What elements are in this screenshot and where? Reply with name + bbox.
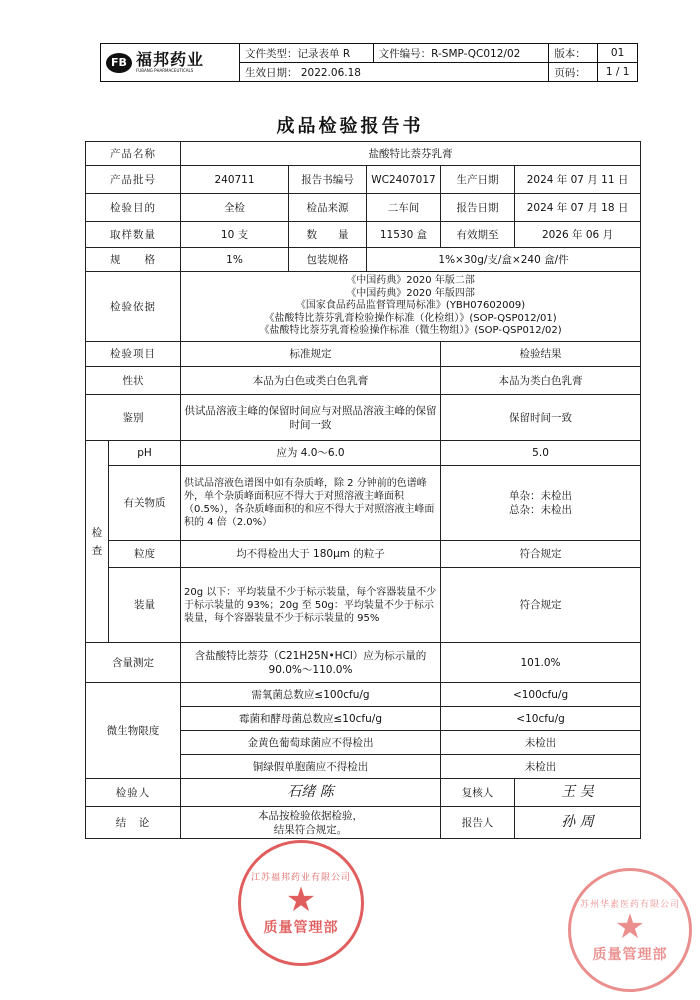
basis-item: 《中国药典》2020 年版四部 [346,287,475,299]
spec-label: 规 格 [86,248,181,272]
sample-value: 10 支 [181,222,289,248]
report-table [85,141,641,839]
assay-standard-line2: 90.0%～110.0% [268,663,353,676]
particle-result: 符合规定 [441,541,641,568]
quality-dept-stamp-left [238,840,364,966]
product-name-label: 产品名称 [86,142,181,166]
col-header-standard: 标准规定 [181,342,441,367]
reviewer-signature-text: 王 吴 [561,784,594,800]
assay-standard-line1: 含盐酸特比萘芬（C21H25N•HCl）应为标示量的 [194,649,427,662]
purpose-value: 全检 [181,194,289,222]
col-header-item: 检验项目 [86,342,181,367]
fill-standard: 20g 以下：平均装量不少于标示装量，每个容器装量不少于标示装量的 93%；20g 至 50g：平均装量不少于标示装量，每个容器装量不少于标示装量的 95% [181,568,441,643]
row-ph [86,441,641,466]
related-result [441,466,641,541]
appearance-item: 性状 [86,367,181,395]
source-label: 检品来源 [289,194,367,222]
report-title: 成品检验报告书 [276,116,424,137]
micro-standard: 铜绿假单胞菌应不得检出 [181,755,441,779]
fill-result: 符合规定 [441,568,641,643]
reviewer-signature [515,779,641,807]
quality-dept-stamp-right [568,868,692,992]
row-purpose [86,194,641,222]
micro-standard: 需氧菌总数应≤100cfu/g [181,683,441,707]
ph-standard: 应为 4.0～6.0 [181,441,441,466]
row-appearance [86,367,641,395]
report-no-label: 报告书编号 [289,166,367,194]
effective-date: 生效日期： 2022.06.18 [240,63,549,82]
purpose-label: 检验目的 [86,194,181,222]
row-basis [86,272,641,342]
related-result-single: 单杂：未检出 [509,490,573,502]
expiry-label: 有效期至 [441,222,515,248]
stamp-star-icon: ★ [285,879,317,920]
conclusion-line1: 本品按检验依据检验， [258,809,363,822]
ph-result: 5.0 [441,441,641,466]
basis-item: 《盐酸特比萘芬乳膏检验操作标准（化检组）》(SOP-QSP012/01) [264,312,557,324]
spec-value: 1% [181,248,289,272]
particle-standard: 均不得检出大于 180μm 的粒子 [181,541,441,568]
stamp-star-icon: ★ [614,906,646,947]
row-column-headers [86,342,641,367]
fill-item: 装量 [109,568,181,643]
batch-value: 240711 [181,166,289,194]
row-conclusion [86,807,641,839]
stamp-left-dept: 质量管理部 [263,919,339,936]
related-result-total: 总杂：未检出 [509,504,573,516]
assay-result: 101.0% [441,643,641,683]
logo-mark-icon: FB [106,53,132,73]
assay-item: 含量测定 [86,643,181,683]
check-group-label: 检 查 [86,441,109,643]
company-logo [106,52,234,73]
stamp-right-company: 苏州华素医药有限公司 [579,899,680,910]
identification-result: 保留时间一致 [441,395,641,441]
related-item: 有关物质 [109,466,181,541]
doc-type: 文件类型：记录表单 R [240,44,374,63]
micro-group-label: 微生物限度 [86,683,181,779]
stamp-right-dept: 质量管理部 [592,946,668,963]
inspector-label: 检验人 [86,779,181,807]
row-identification [86,395,641,441]
package-value: 1%×30g/支/盒×240 盒/件 [367,248,641,272]
conclusion-label: 结 论 [86,807,181,839]
reviewer-label: 复核人 [441,779,515,807]
particle-item: 粒度 [109,541,181,568]
row-micro-tamc [86,683,641,707]
prod-date-value: 2024 年 07 月 11 日 [515,166,641,194]
company-name-en: FUBANG PHARMACEUTICALS [136,68,194,73]
version-value: 01 [598,44,638,63]
conclusion-text [181,807,441,839]
row-sample [86,222,641,248]
basis-label: 检验依据 [86,272,181,342]
micro-standard: 金黄色葡萄球菌应不得检出 [181,731,441,755]
inspector-signature-text: 石绪 陈 [287,784,334,800]
expiry-value: 2026 年 06 月 [515,222,641,248]
prod-date-label: 生产日期 [441,166,515,194]
row-product-name [86,142,641,166]
quantity-label: 数 量 [289,222,367,248]
micro-result: 未检出 [441,731,641,755]
reporter-label: 报告人 [441,807,515,839]
row-fill-weight [86,568,641,643]
quantity-value: 11530 盒 [367,222,441,248]
appearance-result: 本品为类白色乳膏 [441,367,641,395]
doc-number: 文件编号：R-SMP-QC012/02 [373,44,549,63]
batch-label: 产品批号 [86,166,181,194]
basis-item: 《国家食品药品监督管理局标准》(YBH07602009) [295,300,526,312]
micro-result: 未检出 [441,755,641,779]
conclusion-line2: 结果符合规定。 [273,823,348,836]
package-label: 包装规格 [289,248,367,272]
assay-standard [181,643,441,683]
basis-item: 《中国药典》2020 年版二部 [346,275,475,287]
company-logo-cell [101,44,240,82]
basis-list [181,272,641,342]
identification-item: 鉴别 [86,395,181,441]
appearance-standard: 本品为白色或类白色乳膏 [181,367,441,395]
page-value: 1 / 1 [598,63,638,82]
sample-label: 取样数量 [86,222,181,248]
related-standard: 供试品溶液色谱图中如有杂质峰，除 2 分钟前的色谱峰外，单个杂质峰面积应不得大于对照溶液主峰面积（0.5%），各杂质峰面积的和应不得大于对照溶液主峰面积的 4 倍（2.0%） [181,466,441,541]
ph-item: pH [109,441,181,466]
row-particle-size [86,541,641,568]
micro-result: <100cfu/g [441,683,641,707]
basis-item: 《盐酸特比萘芬乳膏检验操作标准（微生物组）》(SOP-QSP012/02) [259,325,562,337]
row-inspector [86,779,641,807]
report-date-label: 报告日期 [441,194,515,222]
row-spec [86,248,641,272]
product-name-value: 盐酸特比萘芬乳膏 [181,142,641,166]
report-date-value: 2024 年 07 月 18 日 [515,194,641,222]
source-value: 二车间 [367,194,441,222]
row-related-substances [86,466,641,541]
col-header-result: 检验结果 [441,342,641,367]
micro-result: <10cfu/g [441,707,641,731]
reporter-signature-text: 孙 周 [561,814,594,830]
row-assay [86,643,641,683]
reporter-signature [515,807,641,839]
stamp-left-company: 江苏福邦药业有限公司 [250,872,351,883]
report-no-value: WC2407017 [367,166,441,194]
identification-standard: 供试品溶液主峰的保留时间应与对照品溶液主峰的保留时间一致 [181,395,441,441]
document-header [100,43,638,82]
page-label: 页码： [549,63,598,82]
inspector-signature [181,779,441,807]
version-label: 版本： [549,44,598,63]
row-batch [86,166,641,194]
micro-standard: 霉菌和酵母菌总数应≤10cfu/g [181,707,441,731]
company-name: 福邦药业 [136,50,205,69]
